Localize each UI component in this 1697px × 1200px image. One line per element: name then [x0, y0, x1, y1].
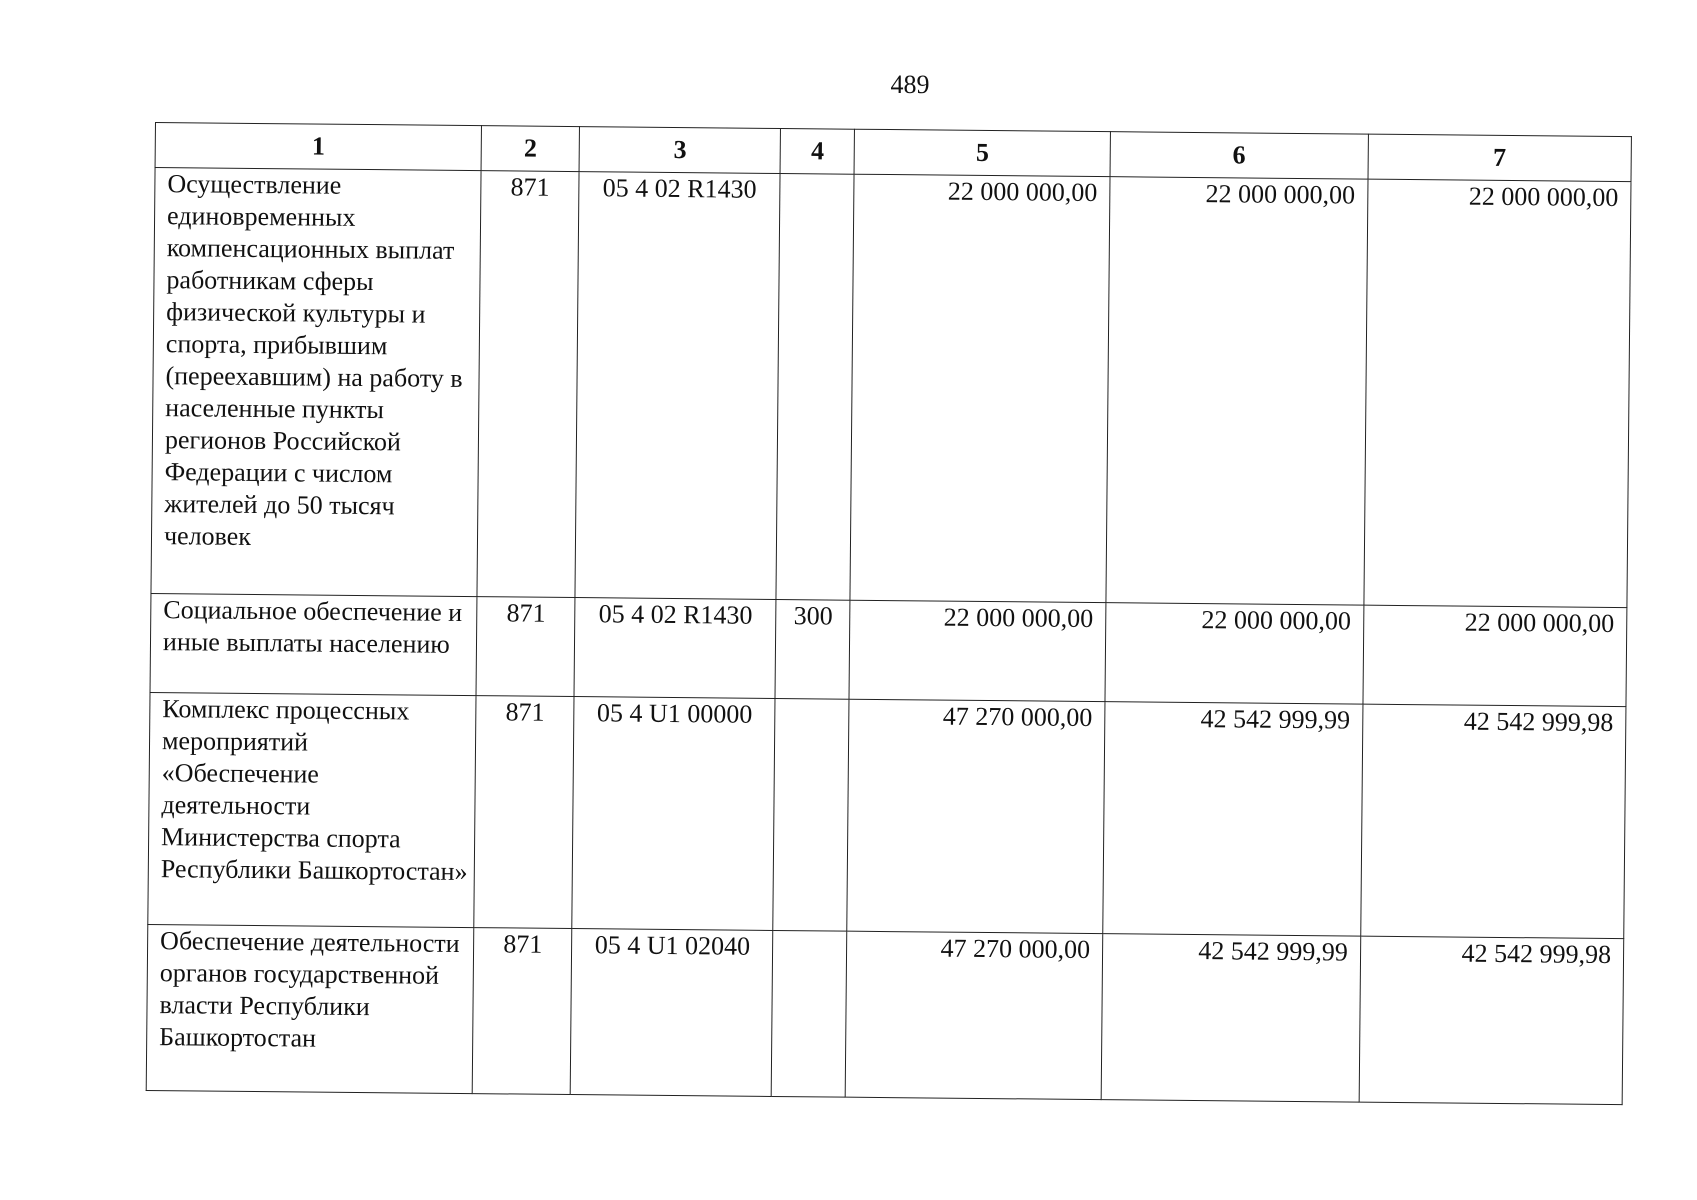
row-amount-col6: 42 542 999,99	[1101, 934, 1360, 1102]
budget-table	[146, 122, 1632, 1105]
table-row	[150, 593, 1627, 706]
row-expense-type	[772, 930, 848, 1097]
row-target-article: 05 4 02 R1430	[575, 172, 780, 600]
row-amount-col6: 22 000 000,00	[1106, 177, 1368, 605]
column-header-3: 3	[579, 127, 781, 174]
table-row	[146, 924, 1624, 1104]
row-code: 871	[477, 171, 579, 598]
row-amount-col5: 47 270 000,00	[846, 931, 1103, 1099]
column-header-6: 6	[1110, 132, 1368, 179]
budget-table-container	[146, 122, 1632, 1105]
column-header-7: 7	[1368, 134, 1632, 182]
row-expense-type: 300	[775, 599, 850, 699]
row-name: Осуществление единовременных компенсационных выплат работникам сферы физической культуры и спорта, прибывшим (переехавшим) на работу в населенные пункты регионов Российской Федерации с числом жителей до 50 тысяч человек	[151, 168, 481, 597]
row-code: 871	[472, 928, 571, 1095]
table-row	[151, 168, 1631, 608]
row-amount-col6: 22 000 000,00	[1105, 603, 1364, 704]
row-expense-type	[773, 698, 849, 931]
row-amount-col5: 22 000 000,00	[850, 174, 1110, 602]
row-expense-type	[776, 174, 854, 601]
column-header-1: 1	[155, 123, 482, 171]
row-amount-col5: 47 270 000,00	[847, 699, 1105, 933]
row-amount-col7: 22 000 000,00	[1363, 605, 1627, 707]
row-amount-col7: 42 542 999,98	[1359, 936, 1624, 1105]
row-amount-col7: 22 000 000,00	[1364, 179, 1631, 608]
row-amount-col5: 22 000 000,00	[849, 600, 1106, 701]
row-code: 871	[474, 696, 574, 929]
row-code: 871	[476, 597, 575, 697]
row-target-article: 05 4 U1 00000	[572, 697, 775, 931]
column-header-2: 2	[481, 126, 579, 172]
row-target-article: 05 4 U1 02040	[570, 929, 773, 1097]
row-name: Социальное обеспечение и иные выплаты населению	[150, 593, 477, 695]
page-number: 489	[890, 70, 930, 99]
table-row	[148, 692, 1626, 938]
row-name: Комплекс процессных мероприятий «Обеспечение деятельности Министерства спорта Республики Башкортостан»	[148, 692, 477, 927]
row-amount-col6: 42 542 999,99	[1103, 702, 1363, 936]
column-header-4: 4	[780, 129, 854, 175]
column-header-5: 5	[854, 129, 1110, 176]
row-name: Обеспечение деятельности органов государственной власти Республики Башкортостан	[146, 924, 474, 1093]
row-amount-col7: 42 542 999,98	[1360, 704, 1625, 939]
row-target-article: 05 4 02 R1430	[574, 598, 776, 699]
